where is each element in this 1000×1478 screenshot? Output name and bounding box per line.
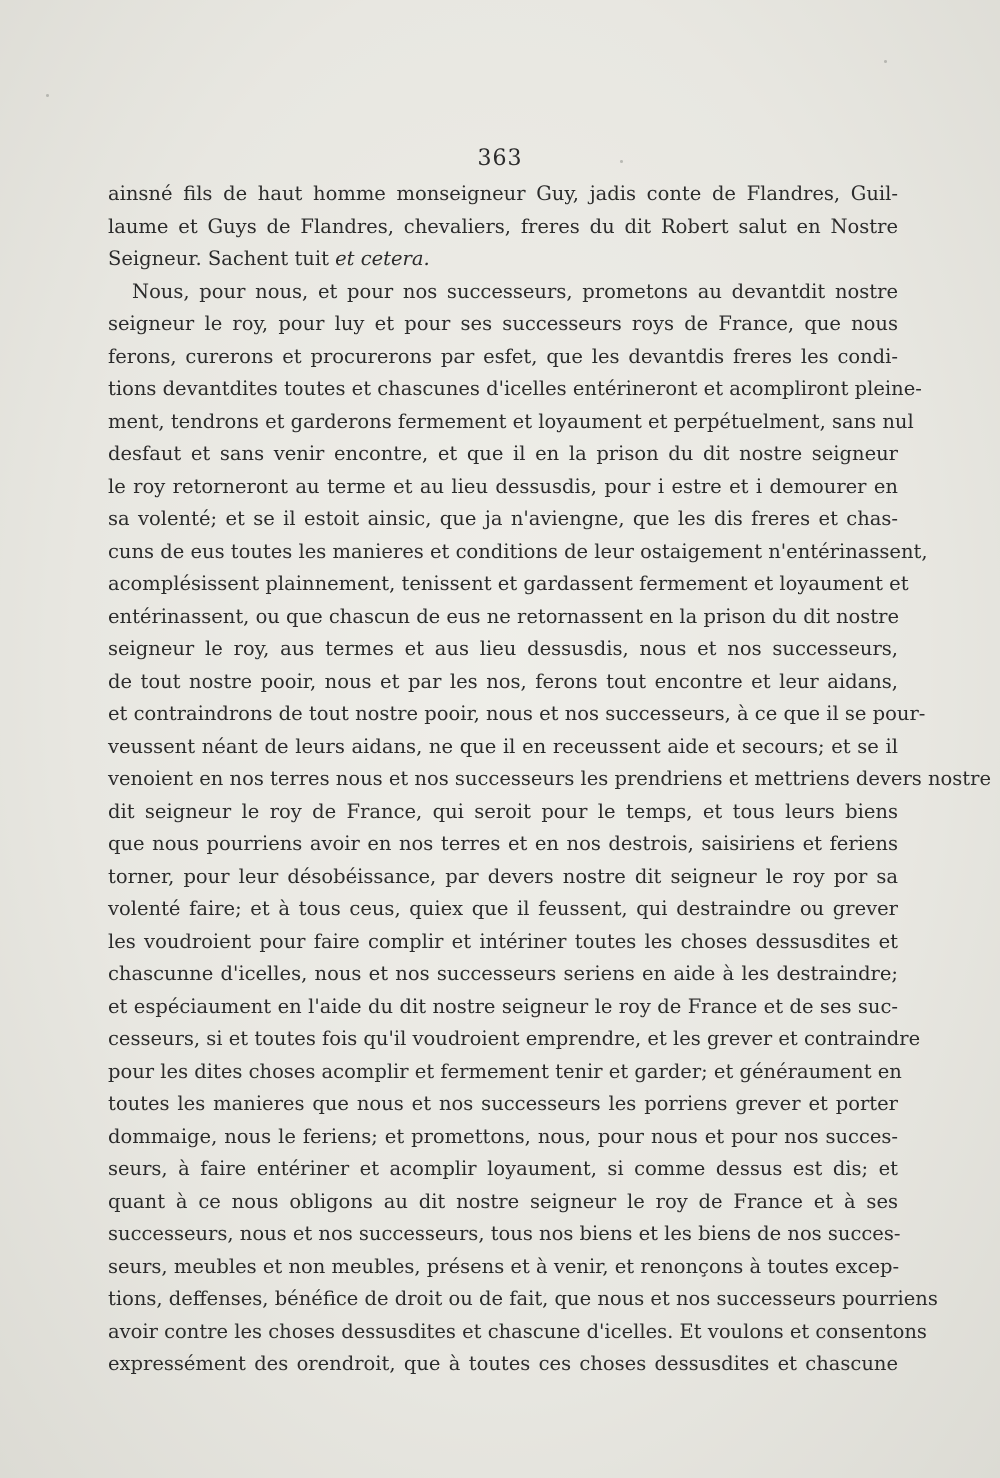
text-line [108,861,898,894]
text-line-content: expressément des orendroit, que à toutes ces choses dessusdites et chascune [108,1352,898,1375]
text-line-content: et contraindrons de tout nostre pooir, nous et nos successeurs, à ce que il se pour- [108,702,926,725]
text-line-content: cesseurs, si et toutes fois qu'il voudroient emprendre, et les grever et contraindre [108,1027,921,1050]
text-line-content: pour les dites choses acomplir et fermement tenir et garder; et généraument en [108,1059,902,1083]
text-line [108,1218,901,1251]
text-line-content: Nous, pour nous, et pour nos successeurs, prometons au devantdit nostre [132,279,898,303]
text-line [108,406,914,439]
text-line-content: tions, deffenses, bénéfice de droit ou de fait, que nous et nos successeurs pourriens [108,1287,938,1310]
text-line [108,471,898,504]
text-line-content: ainsné fils de haut homme monseigneur Guy, jadis conte de Flandres, Guil- [108,182,898,205]
text-line [108,1088,898,1121]
text-line [108,438,898,471]
text-line-content: dommaige, nous le feriens; et promettons, nous, pour nous et pour nos succes- [108,1124,898,1148]
text-line [108,1348,898,1381]
text-line-content: seurs, à faire entériner et acomplir loyaument, si comme dessus est dis; et [108,1157,898,1180]
body-text [108,178,992,1381]
text-line-content: cuns de eus toutes les manieres et conditions de leur ostaigement n'entérinassent, [108,539,928,563]
text-line-content: dit seigneur le roy de France, qui seroit pour le temps, et tous leurs biens [108,799,898,823]
text-line-content: le roy retorneront au terme et au lieu dessusdis, pour i estre et i demourer en [108,474,898,498]
text-line [108,211,898,244]
text-line [108,666,898,699]
text-line-content: avoir contre les choses dessusdites et chascune d'icelles. Et voulons et consentons [108,1319,927,1343]
italic-text: et cetera. [335,247,430,270]
text-line [108,373,922,406]
text-line-content: veussent néant de leurs aidans, ne que il en receussent aide et secours; et se il [108,734,898,758]
text-line [108,1251,898,1284]
text-line [108,601,898,634]
text-line [108,731,898,764]
text-line-content: entérinassent, ou que chascun de eus ne retornassent en la prison du dit nostre [108,604,900,628]
text-line-content: desfaut et sans venir encontre, et que il en la prison du dit nostre seigneur [108,442,898,465]
text-line-content: successeurs, nous et nos successeurs, tous nos biens et les biens de nos succes- [108,1222,901,1245]
text-line [108,1121,898,1154]
text-line [108,633,898,666]
text-line-content: venoient en nos terres nous et nos successeurs les prendriens et mettriens devers nostre [108,767,992,790]
text-line-content: de tout nostre pooir, nous et par les nos, ferons tout encontre et leur aidans, [108,669,898,693]
text-line-content: Seigneur. Sachent tuit [108,247,336,270]
text-line-content: les voudroient pour faire complir et intériner toutes les choses dessusdites et [108,929,898,953]
text-line-content: que nous pourriens avoir en nos terres et en nos destrois, saisiriens et feriens [108,832,898,855]
text-line [108,1283,938,1316]
text-line [108,568,909,601]
text-line-content: volenté faire; et à tous ceus, quiex que il feussent, qui destraindre ou grever [108,897,898,920]
paper-speck [46,94,49,97]
text-line-content: chascunne d'icelles, nous et nos successeurs seriens en aide à les destraindre; [108,962,898,985]
text-line [108,1056,902,1089]
text-line-content: seigneur le roy, aus termes et aus lieu dessusdis, nous et nos successeurs, [108,637,898,660]
text-line [108,243,898,276]
text-line [108,276,898,309]
text-line [108,698,926,731]
text-line [108,796,898,829]
text-line-content: toutes les manieres que nous et nos successeurs les porriens grever et porter [108,1092,898,1115]
text-line-content: seigneur le roy, pour luy et pour ses successeurs roys de France, que nous [108,312,898,335]
text-line-content: acomplésissent plainnement, tenissent et gardassent fermement et loyaument et [108,572,909,595]
text-line [108,828,898,861]
text-line [108,1153,898,1186]
text-line [108,763,992,796]
text-line [108,1316,927,1349]
text-line-content: tions devantdites toutes et chascunes d'icelles entérineront et acompliront pleine- [108,377,922,400]
text-line-content: et espéciaument en l'aide du dit nostre seigneur le roy de France et de ses suc- [108,994,898,1018]
text-line-content: laume et Guys de Flandres, chevaliers, freres du dit Robert salut en Nostre [108,214,898,238]
text-line [108,1186,898,1219]
page-number: 363 [477,146,523,171]
text-line [108,308,898,341]
text-line-content: torner, pour leur désobéissance, par devers nostre dit seigneur le roy por sa [108,864,898,888]
text-line-content: seurs, meubles et non meubles, présens et à venir, et renonçons à toutes excep- [108,1254,900,1278]
text-line [108,958,898,991]
text-line [108,341,898,374]
paper-speck [884,60,887,63]
text-line [108,178,898,211]
text-line [108,991,898,1024]
text-line [108,926,898,959]
text-line [108,503,898,536]
text-line [108,893,898,926]
text-line-content: ment, tendrons et garderons fermement et loyaument et perpétuelment, sans nul [108,409,914,433]
text-line-content: sa volenté; et se il estoit ainsic, que ja n'aviengne, que les dis freres et chas- [108,507,898,530]
text-line [108,1023,921,1056]
text-line-content: ferons, curerons et procurerons par esfet, que les devantdis freres les condi- [108,344,898,368]
text-line [108,536,928,569]
text-line-content: quant à ce nous obligons au dit nostre seigneur le roy de France et à ses [108,1189,898,1213]
